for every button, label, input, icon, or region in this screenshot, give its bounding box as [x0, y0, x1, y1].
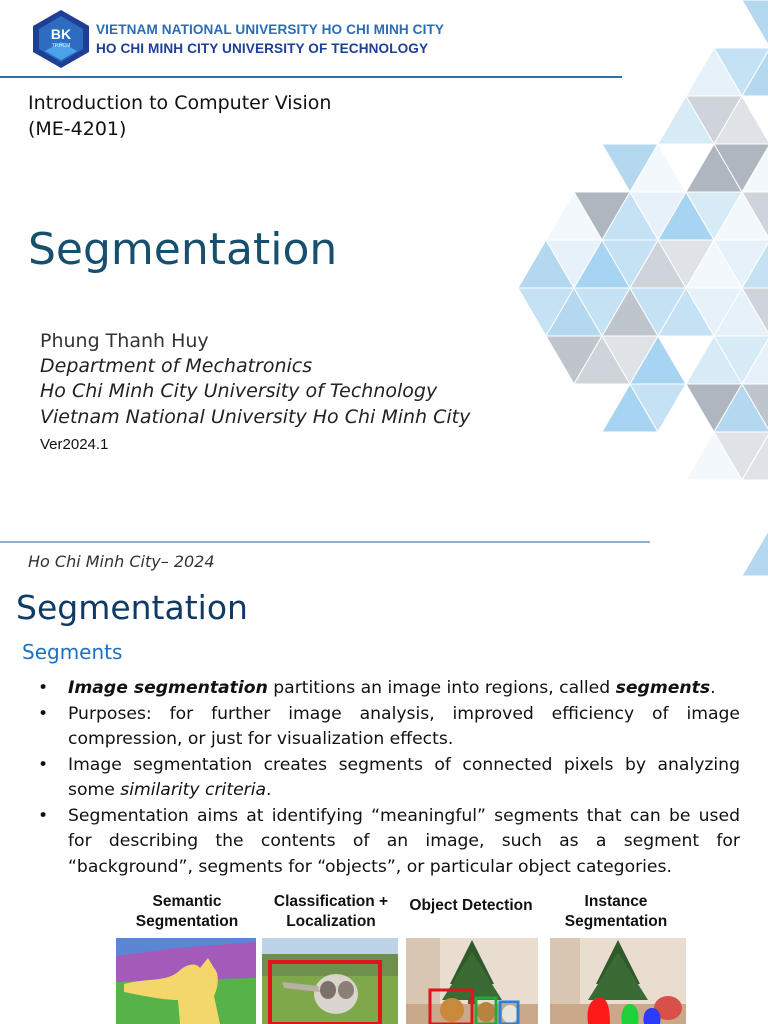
term-similarity-criteria: similarity criteria [120, 780, 267, 800]
bullet-dot: • [38, 754, 49, 775]
classification-localization-image [262, 938, 398, 1024]
bullet-dot: • [38, 703, 49, 724]
place-and-year: Ho Chi Minh City– 2024 [28, 552, 215, 571]
author-university: Ho Chi Minh City University of Technology [40, 380, 438, 402]
bullet-text: Purposes: for further image analysis, improved efficiency of image compression, or just for visualization effects. [68, 703, 740, 749]
content-slide [0, 576, 768, 1024]
author-national-university: Vietnam National University Ho Chi Minh City [40, 406, 471, 428]
bullet-item [38, 804, 740, 881]
bullet-dot: • [38, 805, 49, 826]
caption-semantic-segmentation: Semantic Segmentation [135, 893, 239, 930]
bullet-item [38, 676, 740, 702]
decorative-triangle [742, 0, 768, 48]
course-name: Introduction to Computer Vision [28, 92, 332, 114]
caption-instance-segmentation: Instance Segmentation [564, 893, 668, 930]
bullet-text: Image segmentation creates segments of connected pixels by analyzing some [68, 754, 740, 800]
header-divider [0, 76, 622, 78]
version-label: Ver2024.1 [40, 436, 109, 453]
decorative-triangle [742, 528, 768, 576]
object-detection-image [406, 938, 538, 1024]
bullet-text: partitions an image into regions, called [267, 678, 616, 698]
bullet-list [38, 676, 740, 880]
instance-segmentation-image [550, 938, 686, 1024]
bullet-dot: • [38, 678, 49, 698]
course-code: (ME-4201) [28, 118, 127, 140]
bk-logo [31, 9, 91, 69]
section-heading: Segments [22, 640, 123, 664]
bullet-text: Segmentation aims at identifying “meaningful” segments that can be used for describing the contents of an image, such as a segment for “background”, segments for “objects”, or particular object categories. [68, 805, 740, 877]
svg-text:BK: BK [50, 26, 72, 42]
footer-divider [0, 541, 650, 543]
lecture-title: Segmentation [28, 224, 338, 275]
caption-classification-localization: Classification + Localization [273, 893, 389, 930]
author-name: Phung Thanh Huy [40, 330, 209, 352]
university-name-technology: HO CHI MINH CITY UNIVERSITY OF TECHNOLOGY [96, 41, 429, 56]
caption-object-detection: Object Detection [409, 897, 533, 914]
semantic-segmentation-image [116, 938, 256, 1024]
author-department: Department of Mechatronics [40, 355, 313, 377]
bullet-item [38, 702, 740, 753]
svg-text:TP.HCM: TP.HCM [51, 43, 71, 49]
bullet-item [38, 753, 740, 804]
university-name-national: VIETNAM NATIONAL UNIVERSITY HO CHI MINH CITY [96, 22, 445, 37]
bullet-end: . [266, 780, 272, 800]
term-segments: segments [615, 678, 711, 698]
term-image-segmentation: Image segmentation [68, 678, 268, 698]
bullet-end: . [710, 678, 716, 698]
decorative-triangle-pattern [490, 0, 768, 576]
slide-title: Segmentation [16, 588, 248, 627]
